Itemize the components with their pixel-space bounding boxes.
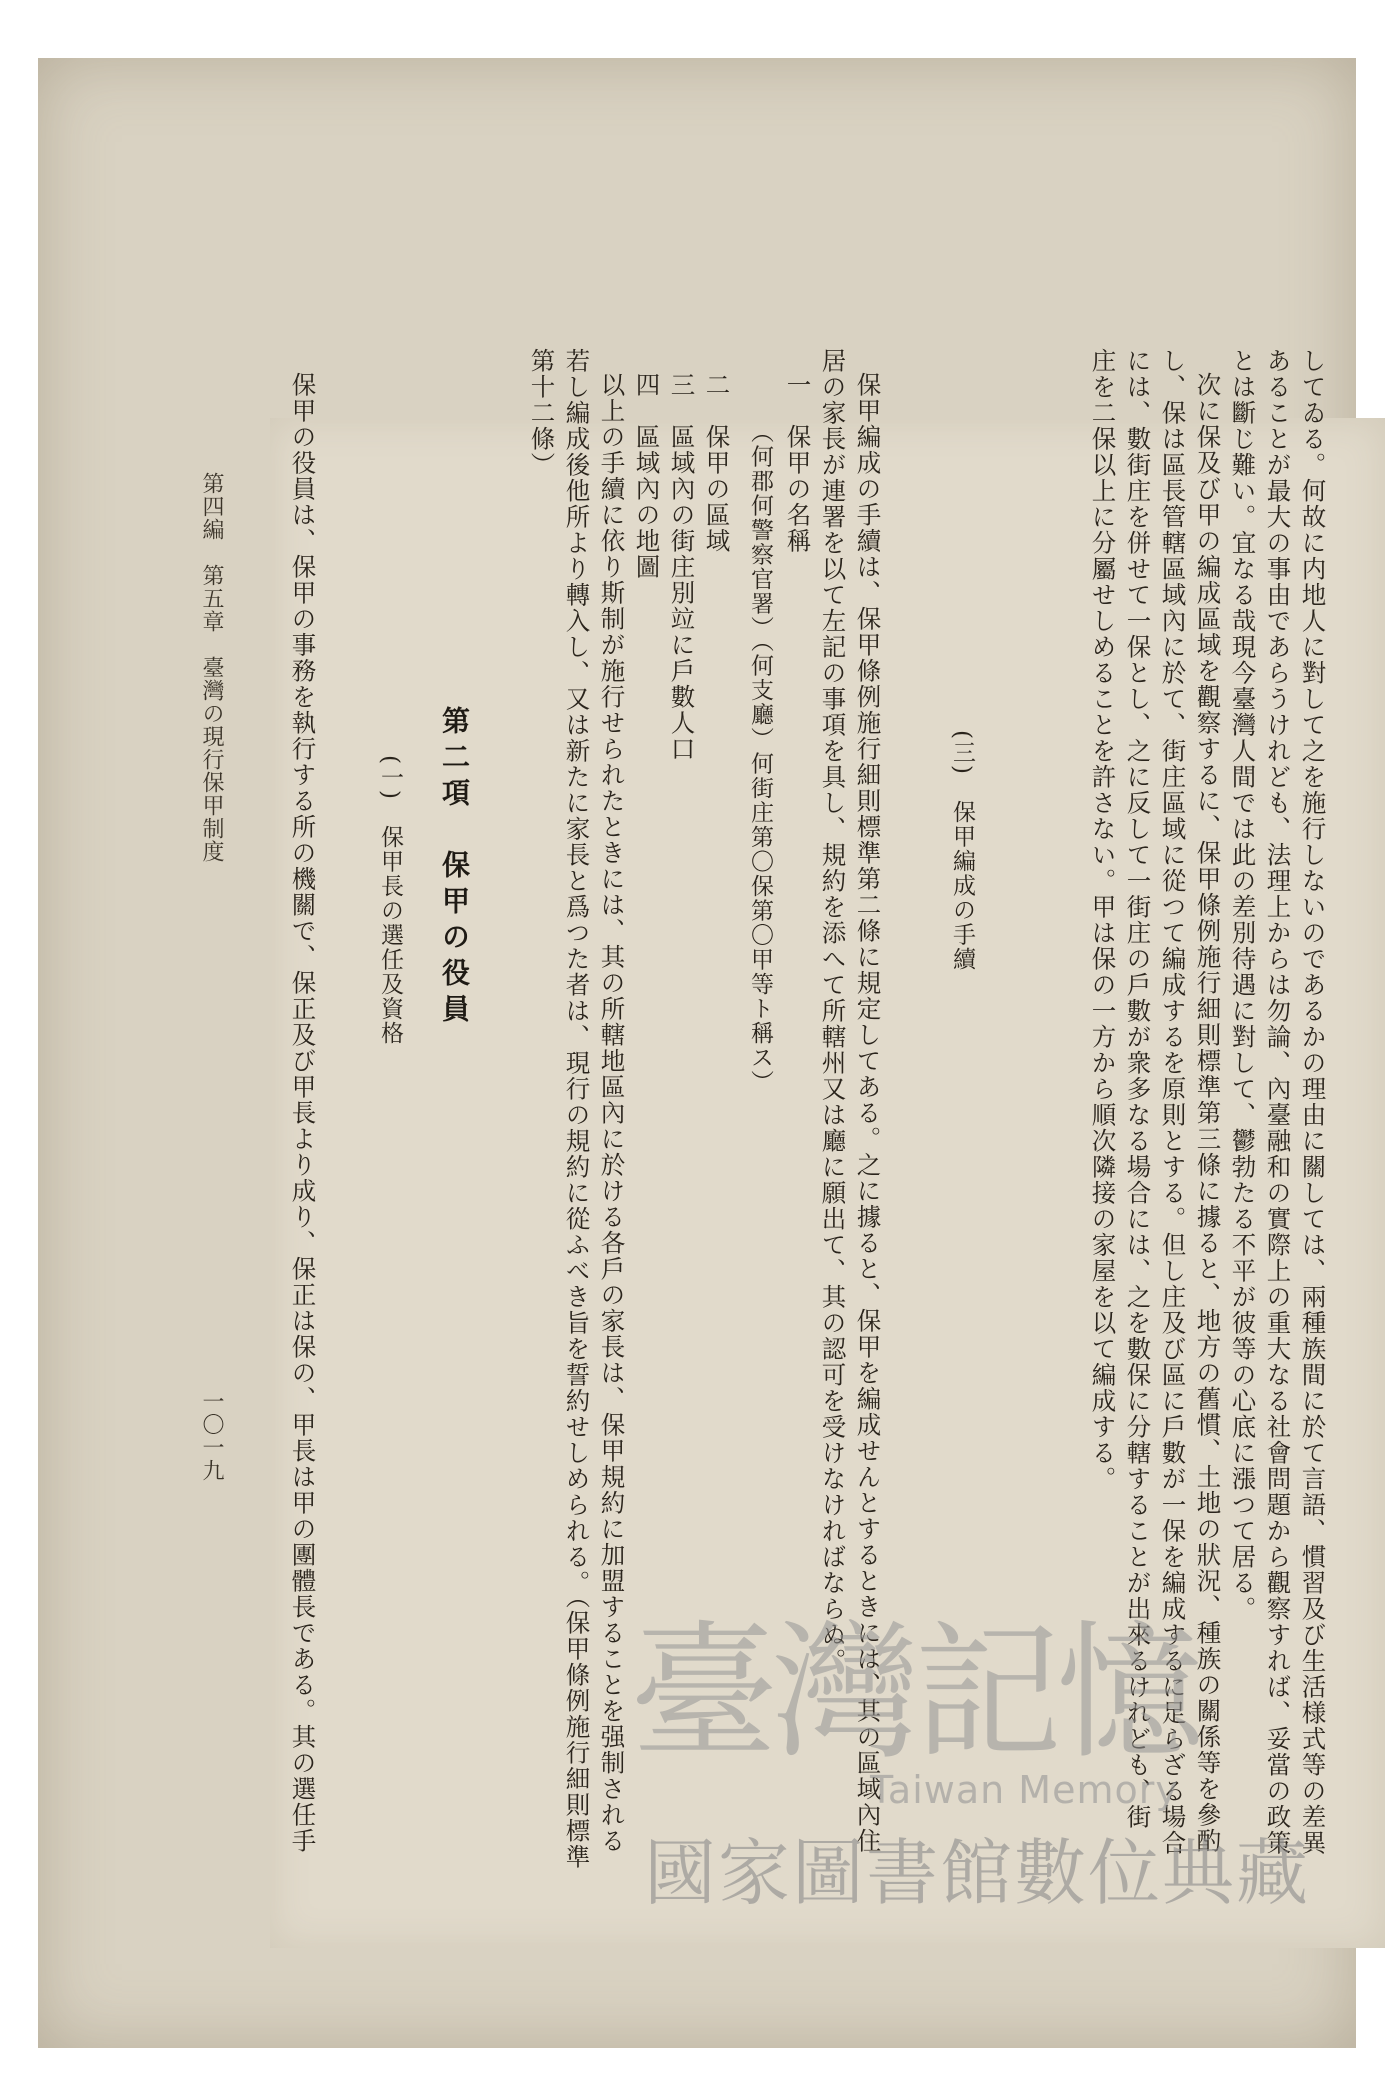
watermark-english: Taiwan Memory [870, 1768, 1179, 1812]
watermark-institution: 國家圖書館數位典藏 [644, 1831, 1311, 1915]
text-column: 次に保及び甲の編成區域を觀察するに、保甲條例施行細則標準第三條に據ると、地方の舊慣、土地の狀況、種族の關係等を參酌 [1193, 372, 1223, 1854]
text-column: してゐる。何故に内地人に對して之を施行しないのであるかの理由に關しては、兩種族間に於て言語、慣習及び生活様式等の差異 [1298, 348, 1328, 1856]
text-column: 庄を二保以上に分屬せしめることを許さない。甲は保の一方から順次隣接の家屋を以て編成する。 [1088, 348, 1118, 1492]
text-column: 以上の手續に依り斯制が施行せられたときには、其の所轄地區內に於ける各戶の家長は、保甲規約に加盟することを强制される [597, 372, 627, 1854]
running-title: 第四編 第五章 臺灣の現行保甲制度 [199, 472, 224, 863]
list-item: 四 區域內の地圖 [632, 372, 662, 580]
text-column: 若し編成後他所より轉入し、又は新たに家長と爲つた者は、現行の規約に從ふべき旨を誓約せしめられる。（保甲條例施行細則標準 [562, 348, 592, 1870]
text-column: し、保は區長管轄區域內に於て、街庄區域に從つて編成するを原則とする。但し庄及び區に戶數が一保を編成するに足らざる場合 [1158, 348, 1188, 1856]
list-item: 一 保甲の名稱 [783, 372, 813, 554]
text-column: 保甲の役員は、保甲の事務を執行する所の機關で、保正及び甲長より成り、保正は保の、甲長は甲の團體長である。其の選任手 [288, 372, 318, 1854]
text-column: あることが最大の事由であらうけれども、法理上からは勿論、內臺融和の實際上の重大なる社會問題から觀察すれば、妥當の政策 [1263, 348, 1293, 1856]
text-column: 居の家長が連署を以て左記の事項を具し、規約を添へて所轄州又は廳に願出て、其の認可を受けなければならぬ。 [818, 348, 848, 1674]
list-item: 三 區域內の街庄別竝に戶數人口 [667, 372, 697, 762]
subheading: (一) 保甲長の選任及資格 [377, 755, 403, 1046]
list-item: 二 保甲の區域 [702, 372, 732, 554]
list-item-note: （何郡何警察官署）（何支廳）何街庄第〇保第〇甲等ト稱ス） [747, 420, 773, 1095]
section-heading: 第二項 保甲の役員 [438, 706, 471, 1030]
text-column: とは斷じ難い。宜なる哉現今臺灣人間では此の差別待遇に對して、鬱勃たる不平が彼等の心底に漲つて居る。 [1228, 348, 1258, 1622]
text-column: には、數街庄を併せて一保とし、之に反して一街庄の戶數が衆多なる場合には、之を數保に分轄することが出來るけれども、街 [1123, 348, 1153, 1830]
page-number: 一〇一九 [199, 1390, 224, 1482]
subheading: (三) 保甲編成の手續 [949, 730, 975, 972]
watermark-calligraphy: 臺灣記憶 [630, 1607, 1198, 1779]
text-column: 第十二條） [527, 348, 557, 478]
text-column: 保甲編成の手續は、保甲條例施行細則標準第二條に規定してある。之に據ると、保甲を編成せんとするときには、其の區域內住 [853, 372, 883, 1854]
